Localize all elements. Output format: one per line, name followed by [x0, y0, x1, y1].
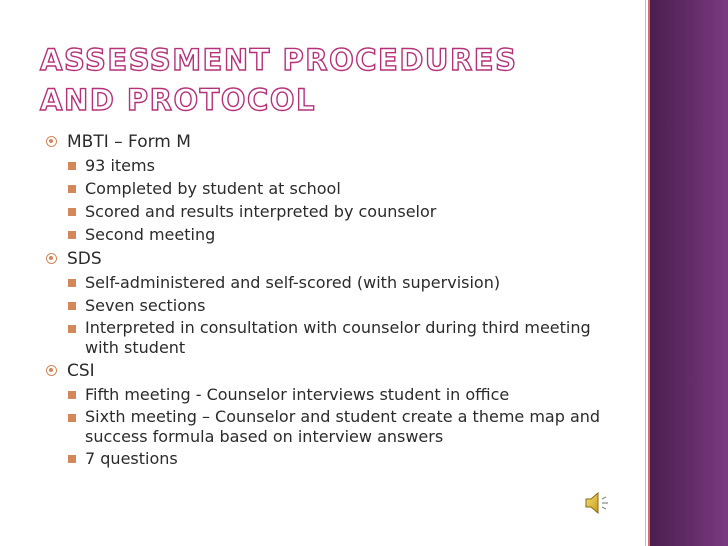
sub-list-sds — [46, 272, 606, 358]
list-item-text: Completed by student at school — [85, 179, 341, 198]
sub-list-mbti — [46, 155, 606, 246]
list-item — [46, 384, 606, 406]
list-item-text: Seven sections — [85, 296, 206, 315]
band-divider-light — [645, 0, 646, 546]
square-bullet-icon — [68, 279, 76, 287]
slide-title: ASSESSMENT PROCEDURES AND PROTOCOL — [40, 43, 518, 117]
square-bullet-icon — [68, 162, 76, 170]
list-item-text: Scored and results interpreted by counselor — [85, 202, 437, 221]
bullet-csi — [46, 360, 606, 382]
circle-bullet-icon — [46, 365, 57, 376]
list-item-text: Interpreted in consultation with counselor during third meeting with student — [85, 318, 591, 357]
list-item-text: Second meeting — [85, 225, 216, 244]
list-item — [46, 318, 606, 358]
list-item — [46, 224, 606, 246]
square-bullet-icon — [68, 302, 76, 310]
list-item — [46, 201, 606, 223]
square-bullet-icon — [68, 325, 76, 333]
square-bullet-icon — [68, 414, 76, 422]
slide-body — [46, 131, 606, 472]
speaker-icon[interactable] — [583, 490, 613, 516]
list-item-text: Fifth meeting - Counselor interviews student in office — [85, 385, 510, 404]
list-item — [46, 272, 606, 294]
sub-list-csi — [46, 384, 606, 470]
list-item — [46, 407, 606, 447]
square-bullet-icon — [68, 185, 76, 193]
circle-bullet-icon — [46, 136, 57, 147]
bullet-sds — [46, 248, 606, 270]
square-bullet-icon — [68, 208, 76, 216]
decorative-side-band — [650, 0, 728, 546]
list-item-text: Self-administered and self-scored (with supervision) — [85, 273, 501, 292]
square-bullet-icon — [68, 231, 76, 239]
circle-bullet-icon — [46, 253, 57, 264]
section-label: CSI — [67, 361, 95, 381]
list-item — [46, 448, 606, 470]
list-item-text: 93 items — [85, 156, 155, 175]
list-item-text: 7 questions — [85, 449, 178, 468]
list-item — [46, 155, 606, 177]
square-bullet-icon — [68, 455, 76, 463]
list-item — [46, 178, 606, 200]
section-label: MBTI – Form M — [67, 132, 191, 152]
list-item — [46, 295, 606, 317]
bullet-mbti — [46, 131, 606, 153]
square-bullet-icon — [68, 391, 76, 399]
section-label: SDS — [67, 249, 102, 269]
list-item-text: Sixth meeting – Counselor and student create a theme map and success formula based on interview answers — [85, 407, 601, 446]
